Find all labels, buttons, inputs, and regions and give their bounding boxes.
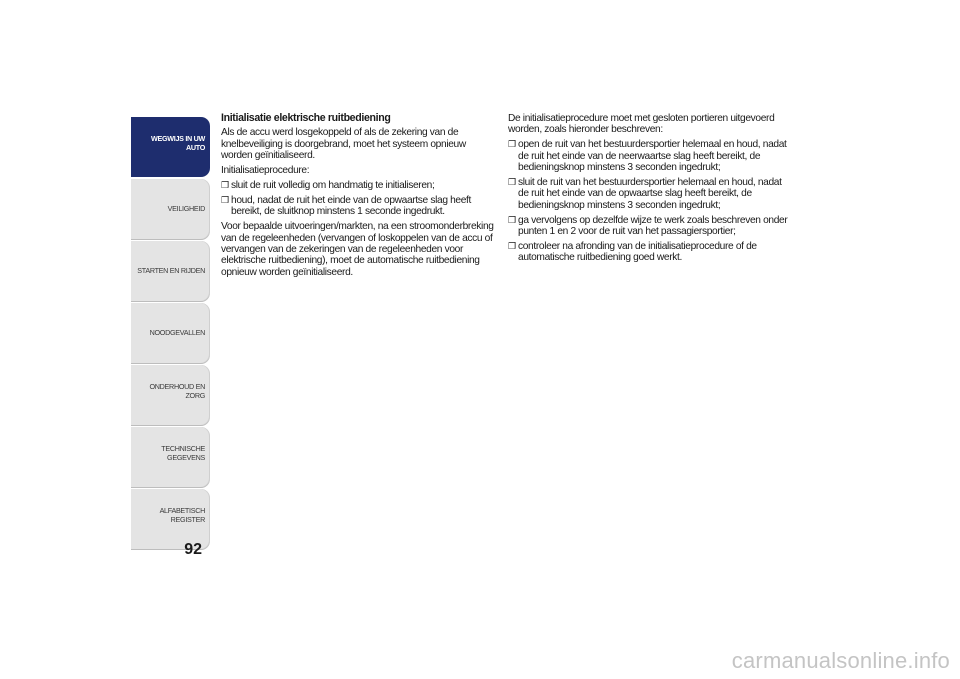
list-item: ❒ sluit de ruit van het bestuurdersportier helemaal en houd, nadat de ruit het einde van de opwaartse slag heeft bereikt, de bedieningsknop minstens 3 seconden ingedrukt; bbox=[508, 177, 782, 211]
page-number: 92 bbox=[184, 541, 202, 558]
tab-starten-en-rijden[interactable] bbox=[131, 241, 210, 301]
watermark: carmanualsonline.info bbox=[731, 648, 950, 673]
tab-label: VEILIGHEID bbox=[167, 204, 205, 213]
list-item: ❒ houd, nadat de ruit het einde van de opwaartse slag heeft bereikt, de sluitknop minstens 1 seconde ingedrukt. bbox=[221, 194, 472, 218]
list-item: ❒ open de ruit van het bestuurdersportier helemaal en houd, nadat de ruit het einde van de neerwaartse slag heeft bereikt, de bedieningsknop minstens 3 seconden ingedrukt; bbox=[508, 139, 787, 174]
intro-paragraph: Als de accu werd losgekoppeld of als de zekering van de knelbeveiliging is doorgebrand, moet het systeem opnieuw worden geïnitialiseerd. bbox=[221, 127, 466, 162]
tab-onderhoud-en-zorg[interactable] bbox=[131, 365, 210, 425]
tab-alfabetisch-register[interactable] bbox=[131, 489, 210, 549]
tab-label: TECHNISCHE GEGEVENS bbox=[161, 444, 205, 462]
list-item: ❒ controleer na afronding van de initialisatieprocedure of de automatische ruitbediening goed werkt. bbox=[508, 241, 757, 264]
checkbox-bullet-icon: ❒ bbox=[508, 241, 516, 252]
tab-technische-gegevens[interactable] bbox=[131, 427, 210, 487]
checkbox-bullet-icon: ❒ bbox=[508, 139, 516, 150]
tab-label: STARTEN EN RIJDEN bbox=[137, 266, 205, 275]
checkbox-bullet-icon: ❒ bbox=[221, 194, 229, 205]
tab-label: ALFABETISCH REGISTER bbox=[159, 506, 205, 524]
section-heading: Initialisatie elektrische ruitbediening bbox=[221, 112, 391, 124]
tab-wegwijs-in-uw-auto[interactable] bbox=[131, 117, 210, 177]
list-item: ❒ sluit de ruit volledig om handmatig te initialiseren; bbox=[221, 180, 435, 192]
tab-label: WEGWIJS IN UW AUTO bbox=[151, 134, 205, 152]
intro-paragraph: De initialisatieprocedure moet met gesloten portieren uitgevoerd worden, zoals hieronder beschreven: bbox=[508, 113, 775, 136]
tab-label: NOODGEVALLEN bbox=[149, 328, 205, 337]
checkbox-bullet-icon: ❒ bbox=[221, 180, 229, 191]
right-column bbox=[508, 113, 790, 267]
tab-veiligheid[interactable] bbox=[131, 179, 210, 239]
list-item: ❒ ga vervolgens op dezelfde wijze te werk zoals beschreven onder punten 1 en 2 voor de ruit van het passagiersportier; bbox=[508, 214, 788, 238]
tab-label: ONDERHOUD EN ZORG bbox=[149, 382, 205, 400]
left-column bbox=[221, 113, 496, 282]
tab-noodgevallen[interactable] bbox=[131, 303, 210, 363]
note-paragraph: Voor bepaalde uitvoeringen/markten, na een stroomonderbreking van de regeleenheden (vervangen of loskoppelen van de accu of vervangen van de zekeringen van de regeleenheden voor elektrische ruitbediening), moet de automatische ruitbediening opnieuw worden geïnitialiseerd. bbox=[221, 221, 494, 278]
checkbox-bullet-icon: ❒ bbox=[508, 177, 516, 188]
checkbox-bullet-icon: ❒ bbox=[508, 214, 516, 225]
procedure-label: Initialisatieprocedure: bbox=[221, 165, 310, 177]
